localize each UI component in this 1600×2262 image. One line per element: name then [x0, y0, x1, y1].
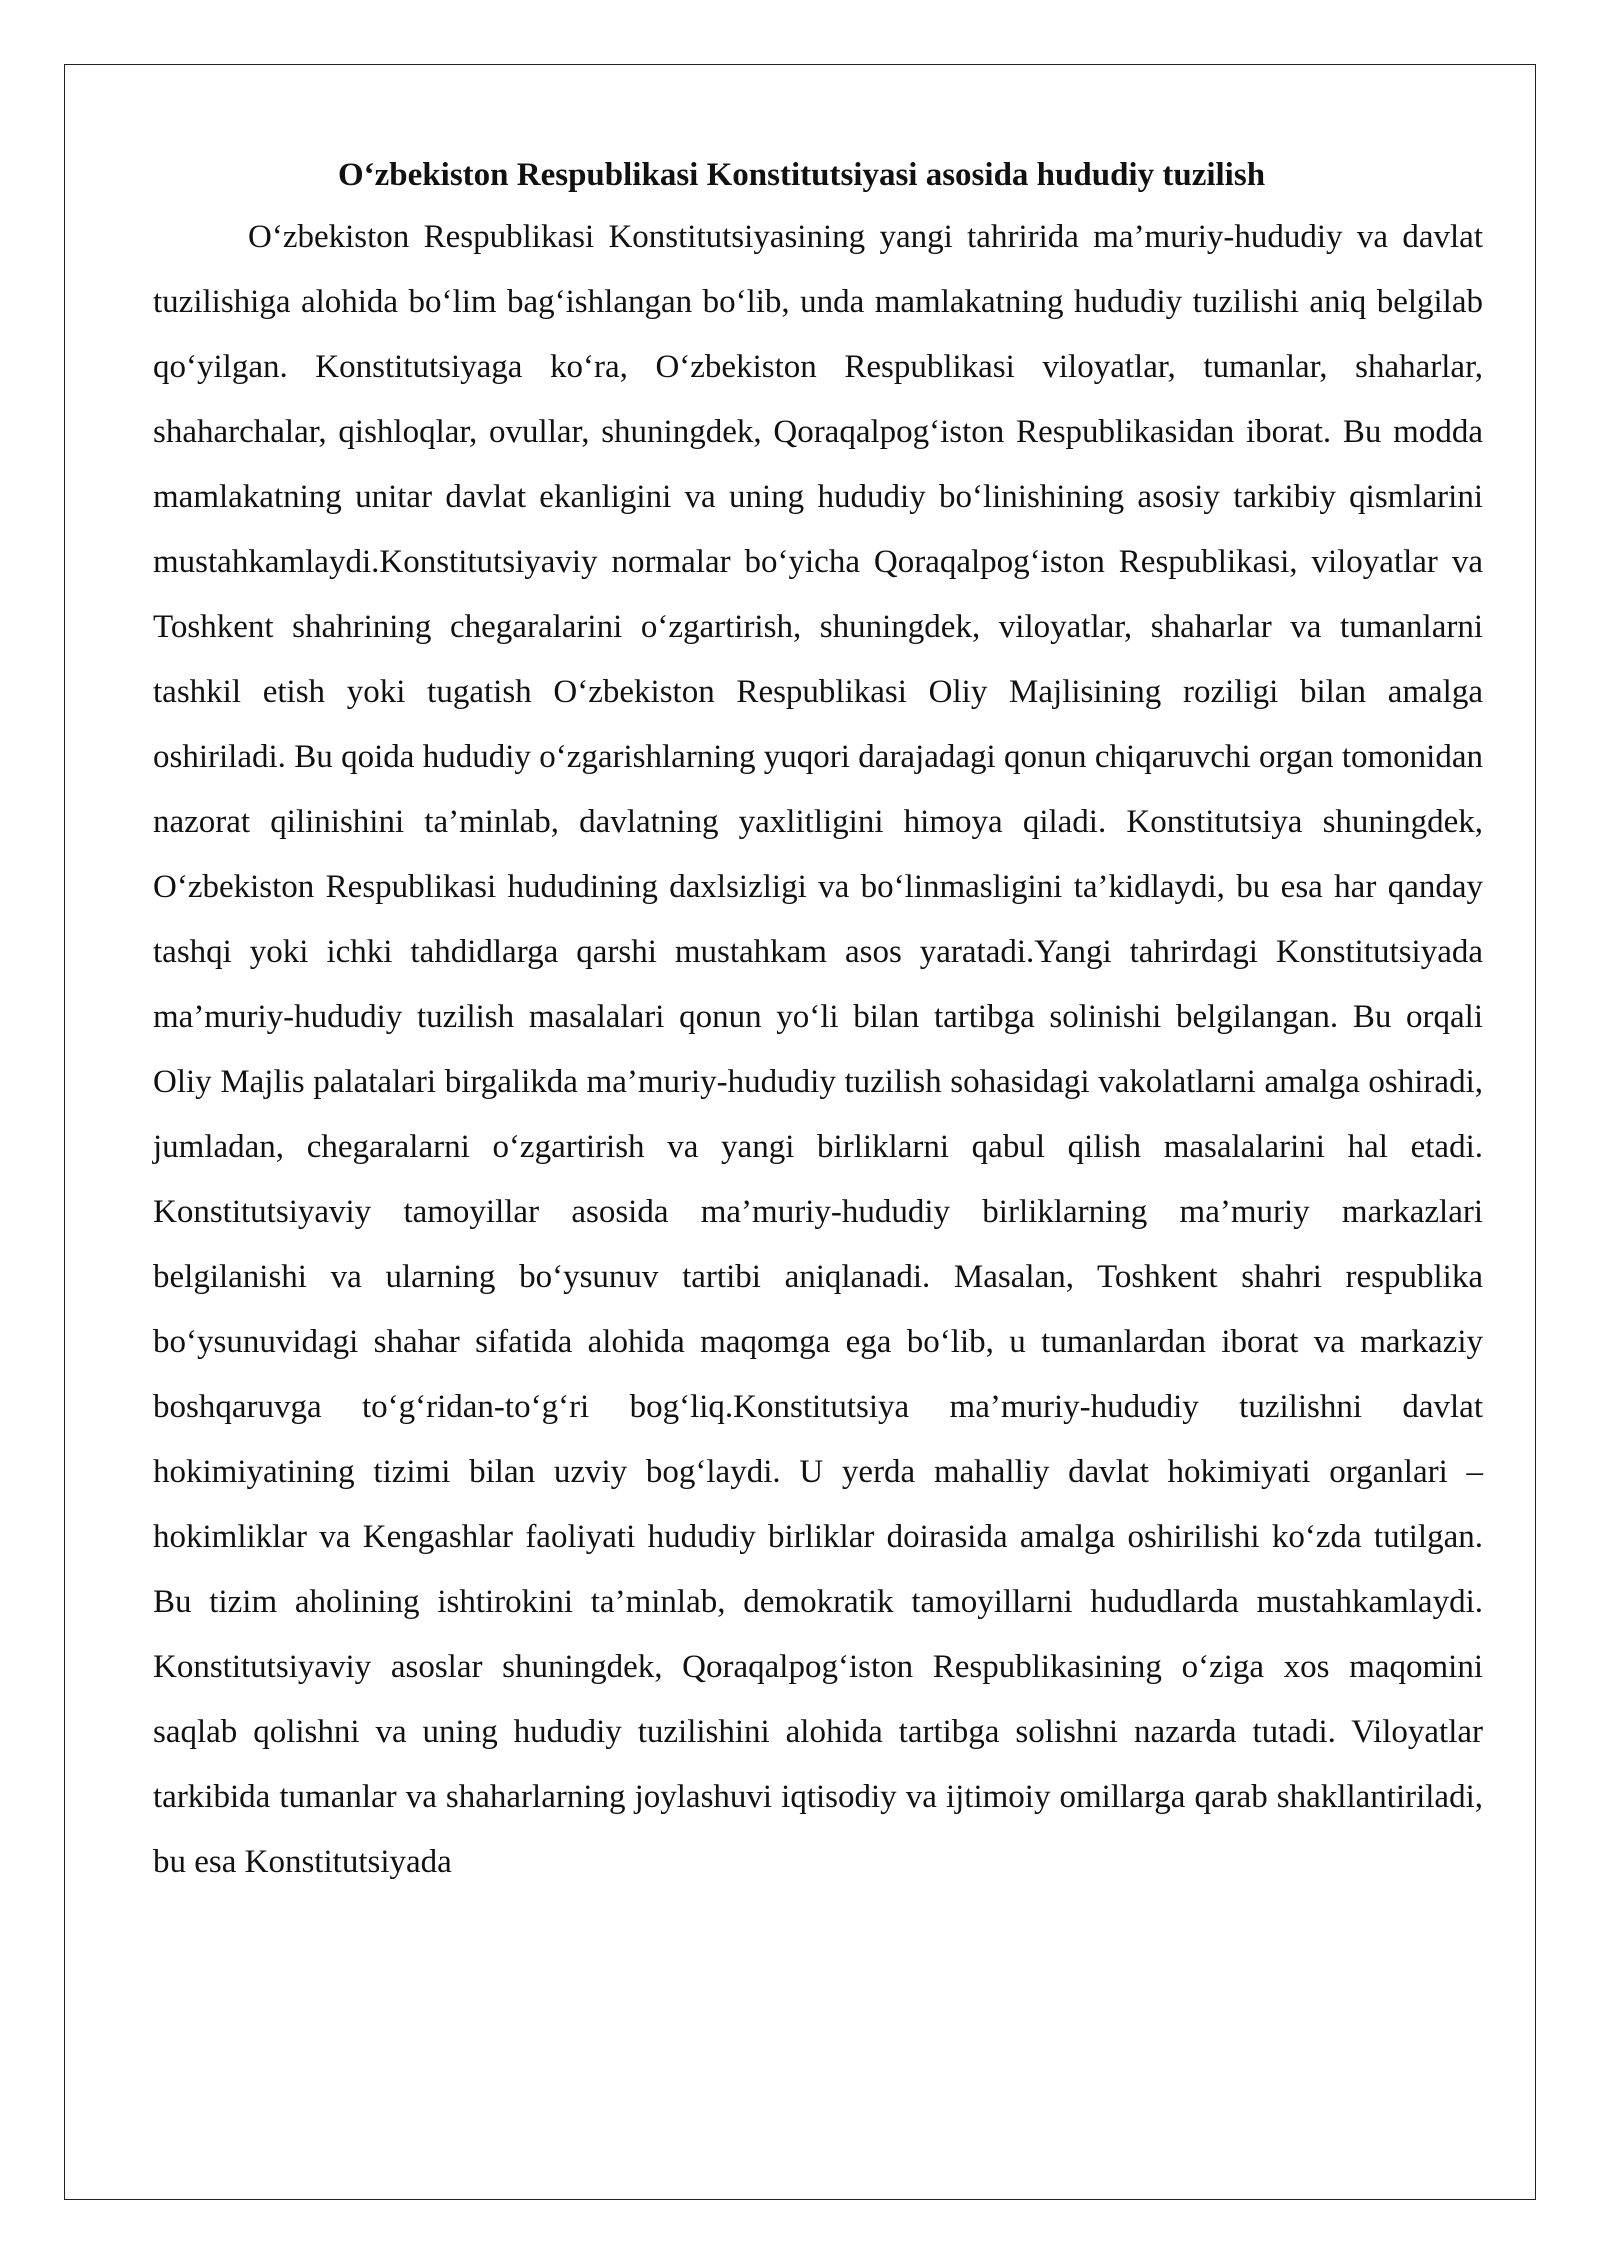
body-paragraph: O‘zbekiston Respublikasi Konstitutsiyasining yangi tahririda ma’muriy-hududiy va davlat tuzilishiga alohida bo‘lim bag‘ishlangan bo‘lib, unda mamlakatning hududiy tuzilishi aniq belgilab qo‘yilgan. Konstitutsiyaga ko‘ra, O‘zbekiston Respublikasi viloyatlar, tumanlar, shaharlar, shaharchalar, qishloqlar, ovullar, shuningdek, Qoraqalpog‘iston Respublikasidan iborat. Bu modda mamlakatning unitar davlat ekanligini va uning hududiy bo‘linishining asosiy tarkibiy qismlarini mustahkamlaydi.Konstitutsiyaviy normalar bo‘yicha Qoraqalpog‘iston Respublikasi, viloyatlar va Toshkent shahrining chegaralarini o‘zgartirish, shuningdek, viloyatlar, shaharlar va tumanlarni tashkil etish yoki tugatish O‘zbekiston Respublikasi Oliy Majlisining roziligi bilan amalga oshiriladi. Bu qoida hududiy o‘zgarishlarning yuqori darajadagi qonun chiqaruvchi organ tomonidan nazorat qilinishini ta’minlab, davlatning yaxlitligini himoya qiladi. Konstitutsiya shuningdek, O‘zbekiston Respublikasi hududining daxlsizligi va bo‘linmasligini ta’kidlaydi, bu esa har qanday tashqi yoki ichki tahdidlarga qarshi mustahkam asos yaratadi.Yangi tahrirdagi Konstitutsiyada ma’muriy-hududiy tuzilish masalalari qonun yo‘li bilan tartibga solinishi belgilangan. Bu orqali Oliy Majlis palatalari birgalikda ma’muriy-hududiy tuzilish sohasidagi vakolatlarni amalga oshiradi, jumladan, chegaralarni o‘zgartirish va yangi birliklarni qabul qilish masalalarini hal etadi. Konstitutsiyaviy tamoyillar asosida ma’muriy-hududiy birliklarning ma’muriy markazlari belgilanishi va ularning bo‘ysunuv tartibi aniqlanadi. Masalan, Toshkent shahri respublika bo‘ysunuvidagi shahar sifatida alohida maqomga ega bo‘lib, u tumanlardan iborat va markaziy boshqaruvga to‘g‘ridan-to‘g‘ri bog‘liq.Konstitutsiya ma’muriy-hududiy tuzilishni davlat hokimiyatining tizimi bilan uzviy bog‘laydi. U yerda mahalliy davlat hokimiyati organlari – hokimliklar va Kengashlar faoliyati hududiy birliklar doirasida amalga oshirilishi ko‘zda tutilgan. Bu tizim aholining ishtirokini ta’minlab, demokratik tamoyillarni hududlarda mustahkamlaydi. Konstitutsiyaviy asoslar shuningdek, Qoraqalpog‘iston Respublikasining o‘ziga xos maqomini saqlab qolishni va uning hududiy tuzilishini alohida tartibga solishni nazarda tutadi. Viloyatlar tarkibida tumanlar va shaharlarning joylashuvi iqtisodiy va ijtimoiy omillarga qarab shakllantiriladi, bu esa Konstitutsiyada — [153, 219, 1483, 1880]
document-title: O‘zbekiston Respublikasi Konstitutsiyasi asosida hududiy tuzilish — [338, 157, 1266, 193]
document-content — [153, 145, 1483, 1895]
